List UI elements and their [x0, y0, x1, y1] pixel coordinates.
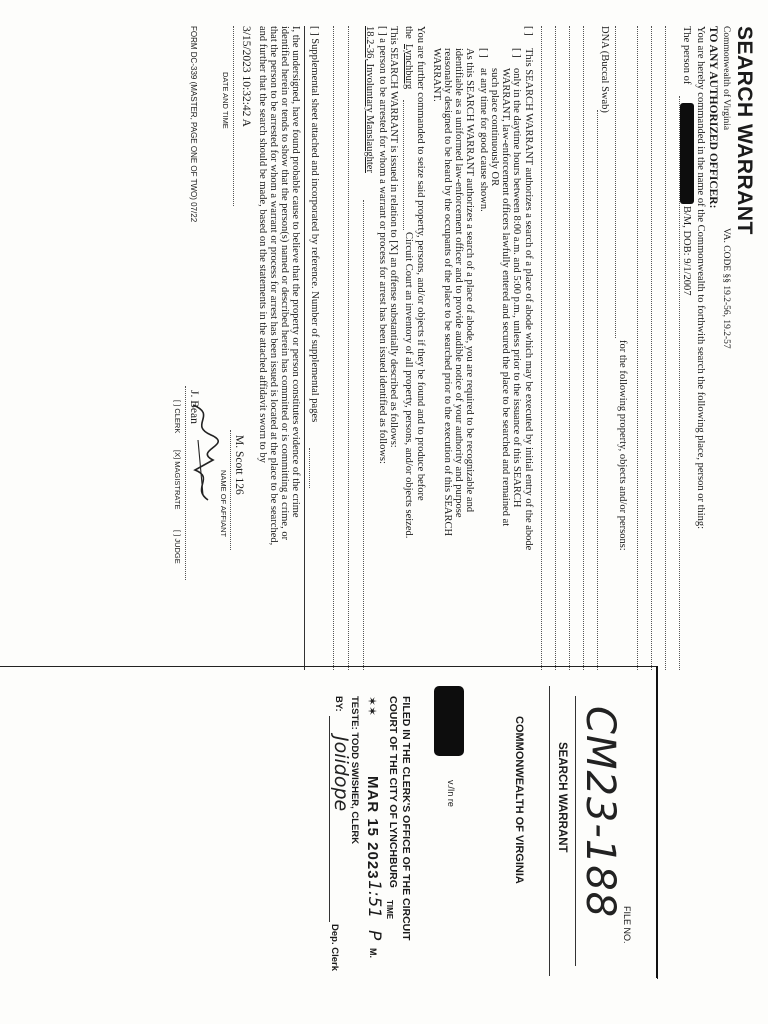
anytime-checkbox: [ ]	[478, 48, 489, 58]
abode-notice-4: WARRANT.	[431, 48, 442, 102]
datetime-line	[233, 26, 234, 206]
person-line	[679, 96, 680, 670]
time-label: TIME	[385, 900, 394, 920]
abode-notice-2: identifiable as a uniformed law-enforcement officer and to provide audible notice of your authority and purpose	[453, 48, 464, 518]
blank-line-1	[665, 26, 666, 670]
further-suffix: Circuit Court an inventory of all property, persons, and/or objects seized.	[403, 232, 414, 539]
for-line	[615, 26, 616, 338]
filed-m: M.	[368, 948, 378, 958]
form-identifier: FORM DC-339 (MASTER, PAGE ONE OF TWO) 07/22	[189, 26, 198, 223]
supplemental-count-line	[309, 448, 310, 488]
further-prefix: the	[403, 26, 414, 39]
jurisdiction: Commonwealth of Virginia	[721, 26, 731, 131]
daytime-text-2: WARRANT, law-enforcement officers lawfully entered and secured the place to be searched and remained at	[500, 68, 511, 527]
supplemental-sheet: [ ] Supplemental sheet attached and incorporated by reference. Number of supplemental pages	[309, 26, 320, 423]
probable-cause-4: and further that the search should be made, based on the statements in the attached affidavit sworn to by	[257, 26, 268, 463]
signature-line	[185, 386, 186, 580]
abode-notice-1: As this SEARCH WARRANT authorizes a search of a place of abode, you are required to be recognizable and	[464, 48, 475, 513]
filed-date: MAR 15 2023	[364, 776, 381, 880]
teste-line: TESTE: TODD SWISHER, CLERK	[349, 696, 360, 845]
command-text: You are hereby commanded in the name of the Commonwealth to forthwith search the following place, person or thing:	[695, 26, 706, 530]
daytime-text-1: only in the daytime hours between 8:00 a.m. and 5:00 p.m., unless prior to the issuance of this SEARCH	[511, 68, 522, 508]
issue-datetime: 3/15/2023 10:32:42 A	[240, 26, 252, 127]
probable-cause-1: I, the undersigned, have found probable cause to believe that the property or person constitutes evidence of the crime	[290, 26, 301, 518]
cover-commonwealth: COMMONWEALTH OF VIRGINIA	[513, 716, 525, 884]
daytime-checkbox: [ ]	[511, 48, 522, 58]
redaction-cover-name	[434, 686, 464, 756]
judge-option: [ ] JUDGE	[173, 530, 182, 564]
daytime-text-3: such place continuously OR	[489, 68, 500, 187]
dep-clerk-signature: Joiidope	[330, 736, 352, 812]
addressee: TO ANY AUTHORIZED OFFICER:	[707, 26, 719, 209]
property-description: DNA (Buccal Swab)	[599, 26, 610, 113]
affiant-name: M. Scott 126	[233, 435, 245, 495]
by-label: BY:	[333, 696, 344, 712]
abode-notice-3: reasonably designed to be heard by the occupants of the place to be searched prior to the execution of this SEARCH	[442, 48, 453, 537]
blank-line-5	[569, 26, 570, 670]
person-prefix: The person of	[681, 26, 692, 85]
filed-stamp-line-1: FILED IN THE CLERK'S OFFICE OF THE CIRCUIT	[400, 696, 412, 941]
file-no-line	[575, 696, 576, 966]
file-number: CM23-188	[577, 706, 623, 919]
section-divider	[304, 26, 305, 670]
filed-time: 1:51	[364, 880, 384, 919]
affiant-line	[230, 430, 231, 550]
cover-rule-1	[549, 686, 550, 976]
affiant-caption: NAME OF AFFIANT	[219, 470, 228, 538]
blank-line-8	[348, 26, 349, 670]
for-following-text: for the following property, objects and/or persons:	[617, 340, 628, 551]
abode-text: This SEARCH WARRANT authorizes a search of a place of abode which may be executed by initial entry of the abode	[523, 48, 534, 551]
redaction-name	[680, 103, 694, 204]
signer-name: J. Bean	[188, 390, 200, 424]
anytime-text: at any time for good cause shown.	[478, 68, 489, 212]
va-code: VA. CODE §§ 19.2-56, 19.2-57	[721, 228, 731, 349]
cover-top-rule	[656, 666, 658, 978]
offense-description: 18.2-36, Involuntary Manslaughter	[364, 26, 375, 173]
blank-line-3	[637, 26, 638, 670]
datetime-caption: DATE AND TIME	[221, 72, 230, 129]
cover-doc-type: SEARCH WARRANT	[556, 742, 568, 853]
further-command-1: You are further commanded to seize said property, persons, and/or objects if they be found and to produce before	[415, 26, 426, 501]
issued-offense: This SEARCH WARRANT is issued in relation to [X] an offense substantially described as follows:	[388, 26, 399, 448]
probable-cause-3: that the person to be arrested for whom a warrant or process for arrest has been issued is located at the place to be searched,	[268, 26, 279, 546]
offense-line	[363, 200, 364, 670]
court-name: Lynchburg	[403, 44, 414, 90]
by-line	[329, 716, 330, 922]
filed-stamp-line-2: COURT OF THE CITY OF LYNCHBURG	[387, 696, 399, 888]
issued-arrest: [ ] a person to be arrested for whom a warrant or process for arrest has been issued identified as follows:	[377, 26, 388, 464]
stamp-asterisks: ✶✶	[365, 696, 379, 717]
form-title: SEARCH WARRANT	[733, 26, 756, 235]
abode-checkbox: [ ]	[523, 26, 534, 36]
blank-line-9	[333, 26, 334, 670]
blank-line-6	[555, 26, 556, 670]
blank-line-4	[583, 26, 584, 670]
court-line	[403, 100, 404, 230]
dep-clerk-label: Dep. Clerk	[329, 924, 340, 971]
probable-cause-2: identified herein or tends to show that the person(s) named or described herein has committed or is committing a crime, or	[279, 26, 290, 541]
magistrate-option: [X] MAGISTRATE	[173, 450, 182, 510]
property-line	[597, 110, 598, 670]
cover-vs: v./In re	[446, 780, 456, 807]
filed-pm: P	[364, 930, 384, 941]
person-rest: B/M, DOB: 9/1/2007	[681, 206, 692, 296]
blank-line-7	[541, 26, 542, 670]
file-no-label: FILE NO.	[622, 906, 632, 944]
clerk-option: [ ] CLERK	[173, 400, 182, 434]
blank-line-2	[651, 26, 652, 670]
